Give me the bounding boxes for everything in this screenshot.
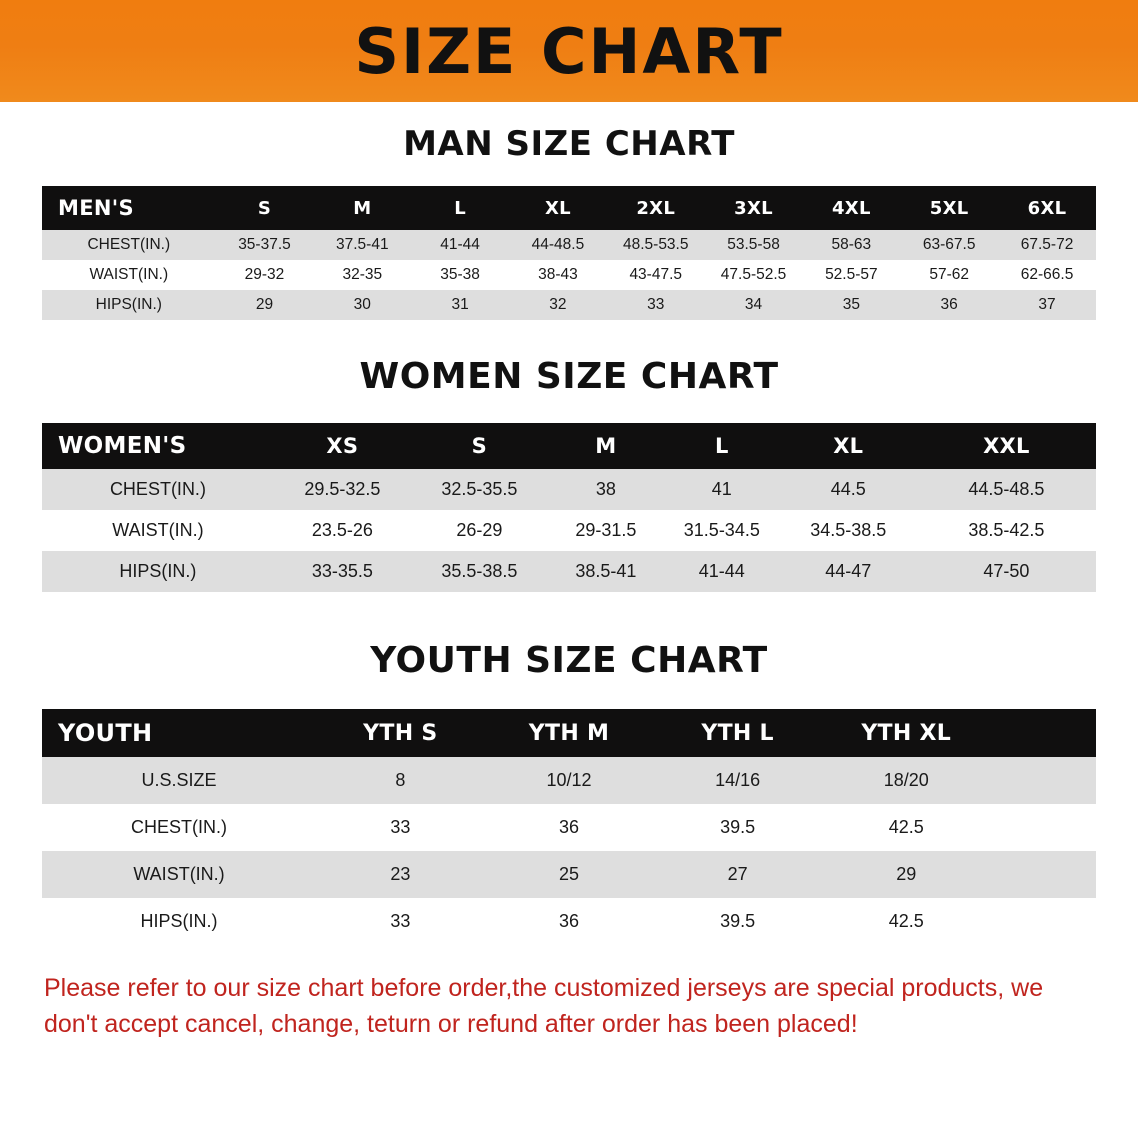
youth-header-l: YTH L: [701, 720, 774, 746]
men-waist-5xl: 57-62: [900, 260, 998, 290]
youth-header-xl: YTH XL: [861, 720, 952, 746]
men-row-label-chest: CHEST(IN.): [42, 230, 216, 260]
youth-size-table-wrap: [42, 709, 1096, 945]
youth-section-title: YOUTH SIZE CHART: [370, 640, 768, 681]
women-row-label-chest: CHEST(IN.): [42, 469, 274, 510]
women-header-xl: XL: [833, 434, 864, 458]
men-hips-4xl: 35: [802, 290, 900, 320]
youth-row-label-ussize: U.S.SIZE: [42, 757, 316, 804]
men-hips-m: 30: [313, 290, 411, 320]
women-hips-xs: 33-35.5: [274, 551, 411, 592]
disclaimer-note: Please refer to our size chart before order,the customized jerseys are special products, we don't accept cancel, change, teturn or refund after order has been placed!: [44, 974, 1044, 1038]
youth-ussize-xl: 18/20: [822, 757, 991, 804]
youth-hips-l: 39.5: [653, 898, 822, 945]
men-waist-l: 35-38: [411, 260, 509, 290]
women-waist-s: 26-29: [411, 510, 548, 551]
men-row-label-hips: HIPS(IN.): [42, 290, 216, 320]
men-waist-xl: 38-43: [509, 260, 607, 290]
men-waist-4xl: 52.5-57: [802, 260, 900, 290]
men-hips-s: 29: [216, 290, 314, 320]
men-waist-2xl: 43-47.5: [607, 260, 705, 290]
women-waist-xs: 23.5-26: [274, 510, 411, 551]
table-row: [42, 469, 1096, 510]
women-chest-xs: 29.5-32.5: [274, 469, 411, 510]
women-header-l: L: [714, 434, 729, 458]
youth-header-spacer: [991, 709, 1096, 757]
men-waist-m: 32-35: [313, 260, 411, 290]
men-chest-2xl: 48.5-53.5: [607, 230, 705, 260]
youth-hips-xl: 42.5: [822, 898, 991, 945]
youth-chest-s: 33: [316, 804, 485, 851]
women-waist-l: 31.5-34.5: [664, 510, 780, 551]
men-hips-xl: 32: [509, 290, 607, 320]
women-row-label-hips: HIPS(IN.): [42, 551, 274, 592]
youth-ussize-m: 10/12: [485, 757, 654, 804]
youth-ussize-l: 14/16: [653, 757, 822, 804]
youth-hips-m: 36: [485, 898, 654, 945]
youth-hips-s: 33: [316, 898, 485, 945]
youth-header-m: YTH M: [528, 720, 610, 746]
youth-ussize-spacer: [991, 757, 1096, 804]
women-hips-xxl: 47-50: [917, 551, 1096, 592]
men-header-6xl: 6XL: [1027, 197, 1067, 219]
women-header-m: M: [595, 434, 617, 458]
men-header-xl: XL: [544, 197, 571, 219]
men-header-4xl: 4XL: [831, 197, 871, 219]
men-waist-s: 29-32: [216, 260, 314, 290]
man-section-title: MAN SIZE CHART: [403, 124, 735, 164]
youth-row-label-waist: WAIST(IN.): [42, 851, 316, 898]
women-chest-xl: 44.5: [780, 469, 917, 510]
youth-header-s: YTH S: [363, 720, 438, 746]
men-chest-s: 35-37.5: [216, 230, 314, 260]
men-header-2xl: 2XL: [636, 197, 676, 219]
men-header-s: S: [257, 197, 272, 219]
men-chest-4xl: 58-63: [802, 230, 900, 260]
table-row: [42, 898, 1096, 945]
youth-header-label: YOUTH: [58, 719, 153, 747]
table-row: [42, 290, 1096, 320]
women-section-title: WOMEN SIZE CHART: [359, 356, 779, 397]
table-row: [42, 757, 1096, 804]
table-header-row: [42, 186, 1096, 230]
women-row-label-waist: WAIST(IN.): [42, 510, 274, 551]
women-header-label: WOMEN'S: [58, 433, 187, 459]
men-hips-6xl: 37: [998, 290, 1096, 320]
table-row: [42, 804, 1096, 851]
youth-waist-xl: 29: [822, 851, 991, 898]
women-waist-xl: 34.5-38.5: [780, 510, 917, 551]
men-chest-xl: 44-48.5: [509, 230, 607, 260]
table-row: [42, 230, 1096, 260]
youth-row-label-hips: HIPS(IN.): [42, 898, 316, 945]
women-hips-s: 35.5-38.5: [411, 551, 548, 592]
men-chest-3xl: 53.5-58: [705, 230, 803, 260]
man-size-table: [42, 186, 1096, 320]
women-waist-m: 29-31.5: [548, 510, 664, 551]
women-waist-xxl: 38.5-42.5: [917, 510, 1096, 551]
women-header-s: S: [471, 434, 488, 458]
men-chest-5xl: 63-67.5: [900, 230, 998, 260]
table-row: [42, 551, 1096, 592]
youth-waist-spacer: [991, 851, 1096, 898]
youth-chest-m: 36: [485, 804, 654, 851]
men-chest-6xl: 67.5-72: [998, 230, 1096, 260]
men-chest-m: 37.5-41: [313, 230, 411, 260]
men-hips-5xl: 36: [900, 290, 998, 320]
table-row: [42, 260, 1096, 290]
women-hips-xl: 44-47: [780, 551, 917, 592]
page-banner: [0, 0, 1138, 102]
table-row: [42, 851, 1096, 898]
women-header-xs: XS: [326, 434, 359, 458]
men-waist-3xl: 47.5-52.5: [705, 260, 803, 290]
women-header-xxl: XXL: [983, 434, 1030, 458]
men-header-3xl: 3XL: [734, 197, 773, 219]
youth-hips-spacer: [991, 898, 1096, 945]
youth-waist-m: 25: [485, 851, 654, 898]
youth-chest-spacer: [991, 804, 1096, 851]
women-chest-l: 41: [664, 469, 780, 510]
youth-waist-s: 23: [316, 851, 485, 898]
women-hips-m: 38.5-41: [548, 551, 664, 592]
women-chest-s: 32.5-35.5: [411, 469, 548, 510]
youth-size-table: [42, 709, 1096, 945]
youth-row-label-chest: CHEST(IN.): [42, 804, 316, 851]
table-header-row: [42, 423, 1096, 469]
men-hips-3xl: 34: [705, 290, 803, 320]
men-hips-2xl: 33: [607, 290, 705, 320]
men-hips-l: 31: [411, 290, 509, 320]
table-row: [42, 510, 1096, 551]
youth-chest-l: 39.5: [653, 804, 822, 851]
men-header-l: L: [454, 197, 466, 219]
youth-ussize-s: 8: [316, 757, 485, 804]
women-hips-l: 41-44: [664, 551, 780, 592]
women-size-table: [42, 423, 1096, 592]
men-chest-l: 41-44: [411, 230, 509, 260]
women-chest-m: 38: [548, 469, 664, 510]
men-waist-6xl: 62-66.5: [998, 260, 1096, 290]
page-title: SIZE CHART: [354, 15, 784, 88]
table-header-row: [42, 709, 1096, 757]
men-row-label-waist: WAIST(IN.): [42, 260, 216, 290]
men-header-5xl: 5XL: [929, 197, 969, 219]
women-chest-xxl: 44.5-48.5: [917, 469, 1096, 510]
youth-chest-xl: 42.5: [822, 804, 991, 851]
men-header-label: MEN'S: [58, 196, 134, 220]
women-size-table-wrap: [42, 423, 1096, 592]
men-header-m: M: [353, 197, 372, 219]
youth-waist-l: 27: [653, 851, 822, 898]
man-size-table-wrap: [42, 186, 1096, 320]
